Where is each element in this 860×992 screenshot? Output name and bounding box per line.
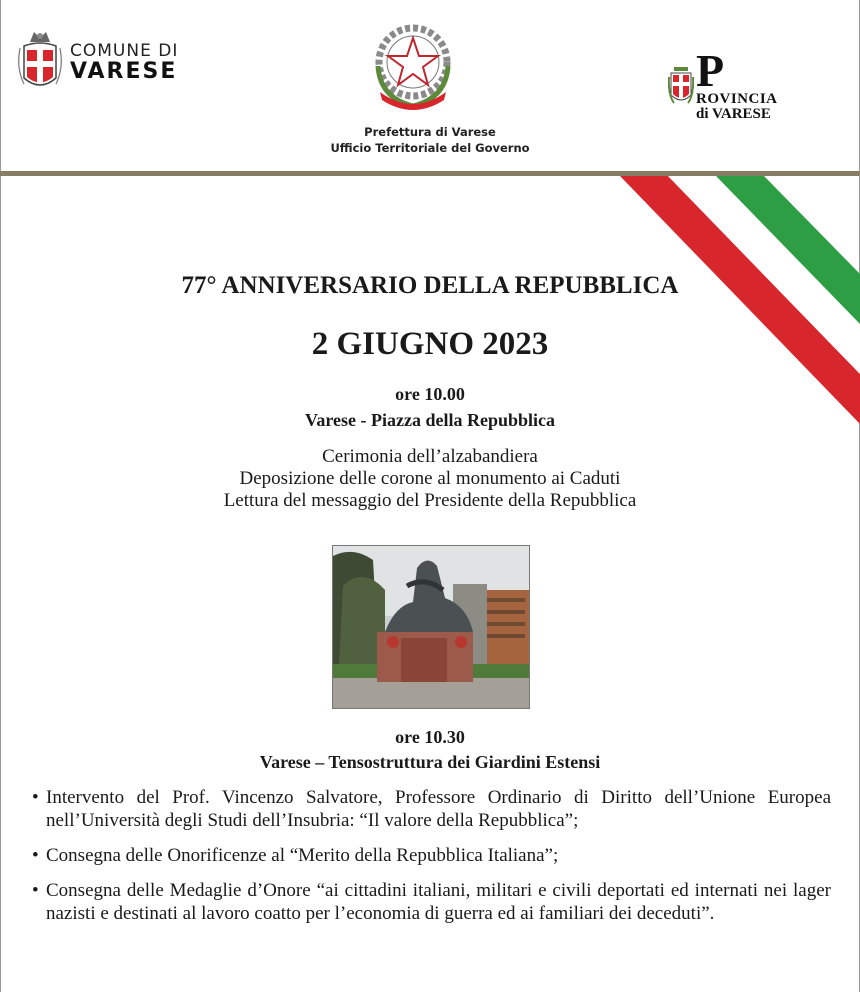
monument-photo-image (333, 546, 529, 708)
list-item-text: Intervento del Prof. Vincenzo Salvatore, Professore Ordinario di Diritto dell’Unione Europea nell’Università degli Studi dell’Insubria: “Il valore della Repubblica”; (46, 787, 831, 831)
list-item-text: Consegna delle Onorificenze al “Merito della Repubblica Italiana”; (46, 845, 559, 866)
session2-bullet-list (30, 786, 831, 937)
provincia-initial: P (696, 45, 725, 96)
list-item (30, 879, 831, 925)
agenda-item: Cerimonia dell’alzabandiera (322, 446, 538, 467)
bullet-icon: • (32, 845, 39, 866)
list-item (30, 844, 831, 867)
bullet-icon: • (32, 880, 39, 901)
provincia-crest-icon (668, 63, 694, 109)
comune-crest-icon (16, 28, 64, 98)
provincia-label-line2: di VARESE (696, 106, 771, 122)
letterhead (0, 0, 860, 172)
list-item-text: Consegna delle Medaglie d’Onore “ai cittadini italiani, militari e civili deportati ed internati nei lager nazisti e destinati al lavoro coatto per l’economia di guerra ed ai familiari dei deceduti”. (46, 880, 831, 924)
provincia-varese-logo (668, 45, 778, 122)
comune-label-line2: VARESE (70, 59, 178, 85)
agenda-item: Lettura del messaggio del Presidente della Repubblica (223, 490, 637, 511)
session1-time: ore 10.00 (395, 384, 465, 404)
prefettura-line1: Prefettura di Varese (364, 125, 496, 139)
session2-place: Varese – Tensostruttura dei Giardini Estensi (259, 752, 601, 772)
event-title: 77° ANNIVERSARIO DELLA REPUBBLICA (181, 272, 679, 299)
monument-photo (332, 545, 530, 709)
bullet-icon: • (32, 787, 39, 808)
session1-agenda (0, 446, 860, 512)
prefettura-line2: Ufficio Territoriale del Governo (330, 141, 530, 155)
provincia-label-line1: ROVINCIA (696, 91, 778, 107)
agenda-item: Deposizione delle corone al monumento ai Caduti (239, 468, 621, 489)
session1-place: Varese - Piazza della Repubblica (305, 410, 555, 430)
comune-varese-logo (16, 28, 178, 98)
comune-label-line1: COMUNE DI (70, 40, 179, 61)
italian-republic-emblem-icon (370, 20, 456, 112)
list-item (30, 786, 831, 832)
session2-time: ore 10.30 (395, 727, 465, 747)
event-date: 2 GIUGNO 2023 (311, 326, 549, 362)
